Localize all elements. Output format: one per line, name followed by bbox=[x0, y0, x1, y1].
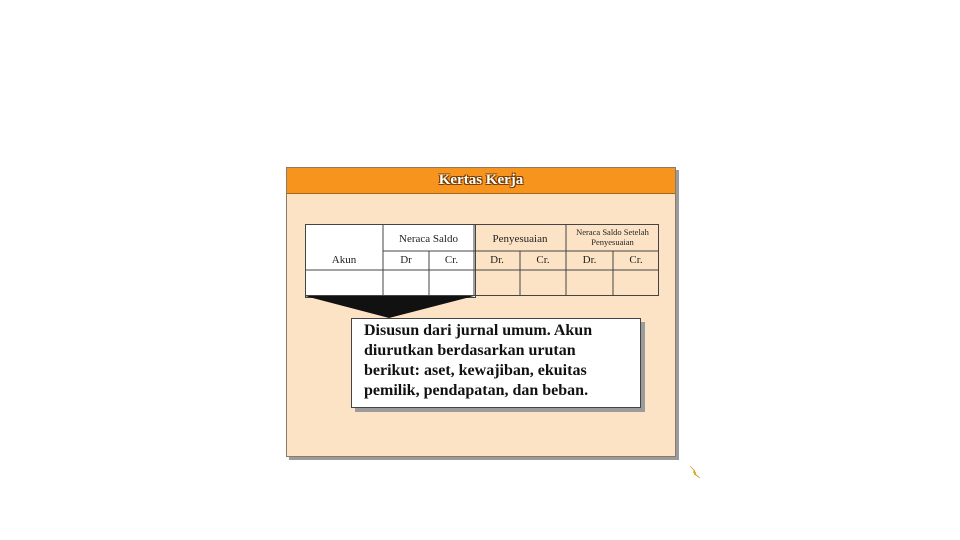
col-header-ns-cr: Cr. bbox=[444, 254, 459, 266]
callout-box bbox=[351, 318, 641, 408]
worksheet-panel bbox=[286, 167, 676, 457]
group-header-nss-line1: Neraca Saldo Setelah bbox=[576, 227, 649, 237]
col-header-nss-cr: Cr. bbox=[629, 254, 643, 266]
group-header-nss-line2: Penyesuaian bbox=[591, 237, 634, 247]
col-header-ns-dr: Dr bbox=[400, 254, 412, 266]
callout-line-3: berikut: aset, kewajiban, ekuitas bbox=[364, 362, 587, 379]
pointer-arrow bbox=[305, 296, 474, 320]
group-header-penyesuaian: Penyesuaian bbox=[492, 233, 548, 245]
callout-line-4: pemilik, pendapatan, dan beban. bbox=[364, 382, 589, 399]
panel-title: Kertas Kerja bbox=[438, 172, 524, 188]
col-header-nss-dr: Dr. bbox=[582, 254, 597, 266]
worksheet-table bbox=[305, 224, 659, 296]
callout-line-1: Disusun dari jurnal umum. Akun bbox=[364, 322, 593, 339]
panel-header bbox=[287, 168, 675, 194]
sparkle-icon bbox=[688, 465, 702, 479]
account-header: Akun bbox=[331, 254, 357, 266]
callout-line-2: diurutkan berdasarkan urutan bbox=[364, 342, 576, 359]
group-header-neraca-saldo: Neraca Saldo bbox=[399, 233, 458, 245]
col-header-p-dr: Dr. bbox=[490, 254, 504, 266]
col-header-p-cr: Cr. bbox=[536, 254, 550, 266]
